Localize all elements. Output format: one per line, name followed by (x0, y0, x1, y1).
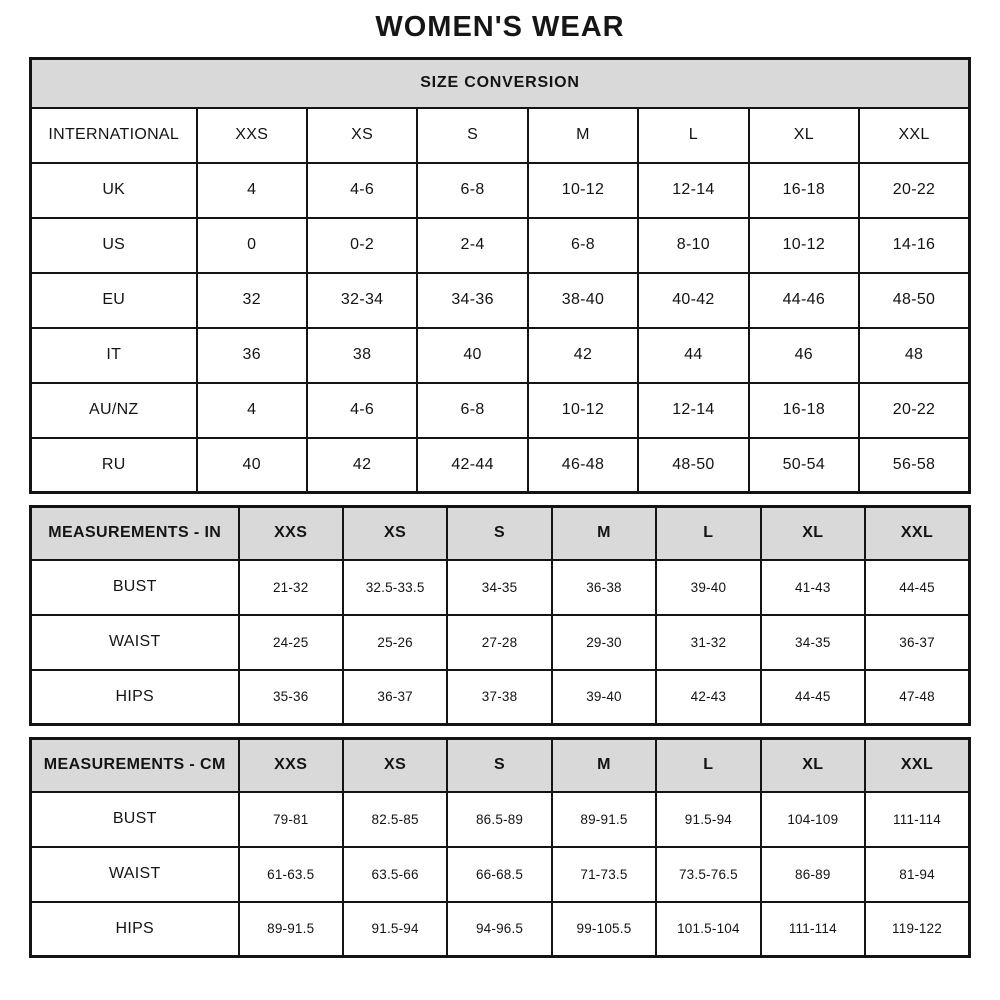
col-header-l: L (638, 108, 748, 163)
col-header-xs: XS (343, 739, 447, 792)
col-header-s: S (417, 108, 527, 163)
row-label-ru: RU (31, 438, 197, 493)
measurements-in-header-row (31, 507, 970, 560)
row-label-hips: HIPS (31, 902, 239, 957)
page-title: WOMEN'S WEAR (375, 11, 625, 43)
col-header-m: M (552, 507, 656, 560)
size-conversion-title: SIZE CONVERSION (31, 59, 970, 108)
measurement-value: 42-43 (656, 670, 760, 725)
table-row-waist-cm (31, 847, 970, 902)
col-header-international: INTERNATIONAL (31, 108, 197, 163)
size-value: 46-48 (528, 438, 638, 493)
col-header-s: S (447, 739, 551, 792)
size-value: 32 (197, 273, 307, 328)
col-header-m: M (528, 108, 638, 163)
size-value: 36 (197, 328, 307, 383)
measurement-value: 66-68.5 (447, 847, 551, 902)
measurement-value: 39-40 (552, 670, 656, 725)
col-header-xxl: XXL (865, 507, 969, 560)
measurement-value: 44-45 (761, 670, 865, 725)
measurement-value: 44-45 (865, 560, 969, 615)
size-value: 56-58 (859, 438, 969, 493)
row-label-eu: EU (31, 273, 197, 328)
size-value: 20-22 (859, 383, 969, 438)
measurement-value: 27-28 (447, 615, 551, 670)
size-value: 10-12 (749, 218, 859, 273)
size-value: 42 (528, 328, 638, 383)
col-header-xl: XL (761, 507, 865, 560)
measurement-value: 63.5-66 (343, 847, 447, 902)
measurement-value: 41-43 (761, 560, 865, 615)
size-value: 40 (417, 328, 527, 383)
row-label-bust: BUST (31, 792, 239, 847)
measurement-value: 79-81 (239, 792, 343, 847)
col-header-xxs: XXS (239, 739, 343, 792)
size-value: 12-14 (638, 163, 748, 218)
size-value: 4-6 (307, 163, 417, 218)
table-row-hips-in (31, 670, 970, 725)
measurements-in-table (29, 505, 971, 726)
size-value: 8-10 (638, 218, 748, 273)
size-value: 50-54 (749, 438, 859, 493)
measurement-value: 37-38 (447, 670, 551, 725)
table-row-bust-cm (31, 792, 970, 847)
size-value: 48-50 (638, 438, 748, 493)
table-row-aunz (31, 383, 970, 438)
size-value: 10-12 (528, 163, 638, 218)
size-value: 46 (749, 328, 859, 383)
row-label-it: IT (31, 328, 197, 383)
size-value: 6-8 (528, 218, 638, 273)
size-value: 10-12 (528, 383, 638, 438)
measurement-value: 36-37 (865, 615, 969, 670)
size-value: 32-34 (307, 273, 417, 328)
measurements-in-title: MEASUREMENTS - IN (31, 507, 239, 560)
table-row-uk (31, 163, 970, 218)
size-value: 44-46 (749, 273, 859, 328)
size-value: 38-40 (528, 273, 638, 328)
measurement-value: 119-122 (865, 902, 969, 957)
measurement-value: 89-91.5 (239, 902, 343, 957)
size-value: 12-14 (638, 383, 748, 438)
measurement-value: 86-89 (761, 847, 865, 902)
col-header-s: S (447, 507, 551, 560)
col-header-xl: XL (749, 108, 859, 163)
measurements-cm-title: MEASUREMENTS - CM (31, 739, 239, 792)
measurement-value: 71-73.5 (552, 847, 656, 902)
measurement-value: 89-91.5 (552, 792, 656, 847)
size-value: 20-22 (859, 163, 969, 218)
col-header-l: L (656, 739, 760, 792)
measurement-value: 91.5-94 (656, 792, 760, 847)
size-value: 2-4 (417, 218, 527, 273)
row-label-waist: WAIST (31, 847, 239, 902)
measurement-value: 36-37 (343, 670, 447, 725)
size-value: 40 (197, 438, 307, 493)
col-header-xs: XS (307, 108, 417, 163)
measurement-value: 82.5-85 (343, 792, 447, 847)
col-header-xs: XS (343, 507, 447, 560)
measurement-value: 61-63.5 (239, 847, 343, 902)
size-value: 16-18 (749, 163, 859, 218)
table-row-hips-cm (31, 902, 970, 957)
size-value: 16-18 (749, 383, 859, 438)
size-value: 42-44 (417, 438, 527, 493)
measurement-value: 47-48 (865, 670, 969, 725)
measurement-value: 34-35 (761, 615, 865, 670)
size-conversion-banner-row (31, 59, 970, 108)
size-value: 0 (197, 218, 307, 273)
measurement-value: 24-25 (239, 615, 343, 670)
measurement-value: 111-114 (761, 902, 865, 957)
col-header-l: L (656, 507, 760, 560)
measurement-value: 101.5-104 (656, 902, 760, 957)
measurement-value: 81-94 (865, 847, 969, 902)
size-value: 42 (307, 438, 417, 493)
row-label-aunz: AU/NZ (31, 383, 197, 438)
measurement-value: 29-30 (552, 615, 656, 670)
measurement-value: 39-40 (656, 560, 760, 615)
measurement-value: 99-105.5 (552, 902, 656, 957)
measurement-value: 91.5-94 (343, 902, 447, 957)
table-row-it (31, 328, 970, 383)
size-value: 48 (859, 328, 969, 383)
col-header-xxs: XXS (239, 507, 343, 560)
measurement-value: 94-96.5 (447, 902, 551, 957)
measurement-value: 111-114 (865, 792, 969, 847)
size-value: 4 (197, 163, 307, 218)
size-value: 4-6 (307, 383, 417, 438)
size-value: 0-2 (307, 218, 417, 273)
size-conversion-columns-row (31, 108, 970, 163)
measurement-value: 31-32 (656, 615, 760, 670)
size-value: 48-50 (859, 273, 969, 328)
measurement-value: 104-109 (761, 792, 865, 847)
size-conversion-table (29, 57, 971, 494)
row-label-waist: WAIST (31, 615, 239, 670)
size-value: 34-36 (417, 273, 527, 328)
measurement-value: 32.5-33.5 (343, 560, 447, 615)
size-value: 14-16 (859, 218, 969, 273)
size-value: 38 (307, 328, 417, 383)
size-value: 6-8 (417, 383, 527, 438)
row-label-bust: BUST (31, 560, 239, 615)
size-value: 40-42 (638, 273, 748, 328)
table-row-ru (31, 438, 970, 493)
table-row-eu (31, 273, 970, 328)
row-label-hips: HIPS (31, 670, 239, 725)
measurement-value: 34-35 (447, 560, 551, 615)
table-row-us (31, 218, 970, 273)
size-value: 4 (197, 383, 307, 438)
measurements-cm-header-row (31, 739, 970, 792)
table-row-waist-in (31, 615, 970, 670)
measurement-value: 35-36 (239, 670, 343, 725)
size-value: 44 (638, 328, 748, 383)
size-value: 6-8 (417, 163, 527, 218)
measurement-value: 86.5-89 (447, 792, 551, 847)
col-header-m: M (552, 739, 656, 792)
measurement-value: 21-32 (239, 560, 343, 615)
col-header-xl: XL (761, 739, 865, 792)
measurement-value: 73.5-76.5 (656, 847, 760, 902)
row-label-uk: UK (31, 163, 197, 218)
measurements-cm-table (29, 737, 971, 958)
table-row-bust-in (31, 560, 970, 615)
measurement-value: 25-26 (343, 615, 447, 670)
measurement-value: 36-38 (552, 560, 656, 615)
col-header-xxl: XXL (865, 739, 969, 792)
row-label-us: US (31, 218, 197, 273)
col-header-xxl: XXL (859, 108, 969, 163)
col-header-xxs: XXS (197, 108, 307, 163)
